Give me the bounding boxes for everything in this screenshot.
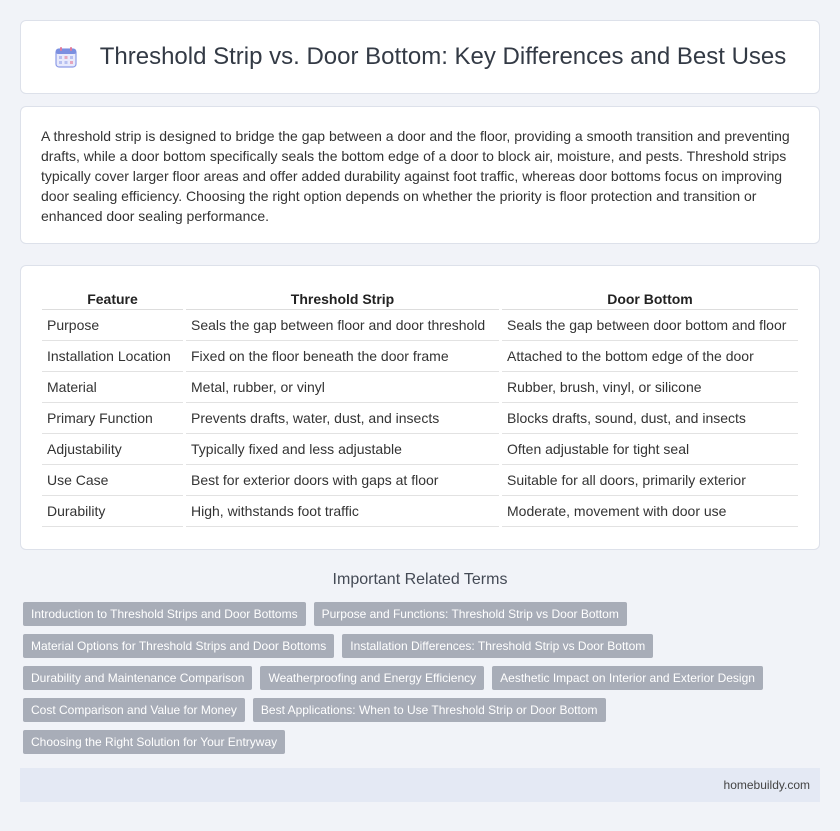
table-row xyxy=(42,341,798,372)
table-row xyxy=(42,372,798,403)
related-term-tag[interactable]: Choosing the Right Solution for Your Entryway xyxy=(23,730,285,754)
table-row xyxy=(42,434,798,465)
related-terms-list xyxy=(20,602,780,754)
header-threshold-strip: Threshold Strip xyxy=(186,288,499,310)
table-cell: Seals the gap between door bottom and floor xyxy=(502,310,798,341)
related-term-tag[interactable]: Weatherproofing and Energy Efficiency xyxy=(260,666,484,690)
page-header xyxy=(20,20,820,94)
table-cell: Best for exterior doors with gaps at floor xyxy=(186,465,499,496)
header-feature: Feature xyxy=(42,288,183,310)
related-term-tag[interactable]: Cost Comparison and Value for Money xyxy=(23,698,245,722)
table-cell: Suitable for all doors, primarily exterior xyxy=(502,465,798,496)
table-cell: Material xyxy=(42,372,183,403)
related-term-tag[interactable]: Durability and Maintenance Comparison xyxy=(23,666,252,690)
related-term-tag[interactable]: Installation Differences: Threshold Strip vs Door Bottom xyxy=(342,634,653,658)
table-cell: Blocks drafts, sound, dust, and insects xyxy=(502,403,798,434)
table-cell: Rubber, brush, vinyl, or silicone xyxy=(502,372,798,403)
table-row xyxy=(42,403,798,434)
comparison-table xyxy=(39,288,801,527)
table-cell: Prevents drafts, water, dust, and insects xyxy=(186,403,499,434)
table-cell: Primary Function xyxy=(42,403,183,434)
related-term-tag[interactable]: Aesthetic Impact on Interior and Exterior Design xyxy=(492,666,763,690)
table-cell: Typically fixed and less adjustable xyxy=(186,434,499,465)
related-term-tag[interactable]: Best Applications: When to Use Threshold Strip or Door Bottom xyxy=(253,698,606,722)
table-cell: High, withstands foot traffic xyxy=(186,496,499,527)
related-term-tag[interactable]: Purpose and Functions: Threshold Strip vs Door Bottom xyxy=(314,602,627,626)
related-term-tag[interactable]: Material Options for Threshold Strips and Door Bottoms xyxy=(23,634,334,658)
table-cell: Attached to the bottom edge of the door xyxy=(502,341,798,372)
table-cell: Adjustability xyxy=(42,434,183,465)
table-cell: Use Case xyxy=(42,465,183,496)
table-cell: Moderate, movement with door use xyxy=(502,496,798,527)
table-header-row xyxy=(42,288,798,310)
header-door-bottom: Door Bottom xyxy=(502,288,798,310)
table-row xyxy=(42,465,798,496)
footer-site-link[interactable]: homebuildy.com xyxy=(723,778,810,792)
intro-section xyxy=(20,106,820,244)
table-cell: Seals the gap between floor and door threshold xyxy=(186,310,499,341)
intro-text: A threshold strip is designed to bridge the gap between a door and the floor, providing a smooth transition and preventing drafts, while a door bottom specifically seals the bottom edge of a door to block air, moisture, and pests. Threshold strips typically cover larger floor areas and offer added durability against foot traffic, whereas door bottoms focus on improving door sealing efficiency. Choosing the right option depends on whether the priority is floor protection and transition or enhanced door sealing performance. xyxy=(41,128,790,224)
table-cell: Often adjustable for tight seal xyxy=(502,434,798,465)
related-terms-title: Important Related Terms xyxy=(332,571,508,588)
calendar-icon xyxy=(54,45,78,69)
table-cell: Metal, rubber, or vinyl xyxy=(186,372,499,403)
footer xyxy=(20,768,820,802)
related-term-tag[interactable]: Introduction to Threshold Strips and Door Bottoms xyxy=(23,602,306,626)
table-cell: Durability xyxy=(42,496,183,527)
table-cell: Fixed on the floor beneath the door frame xyxy=(186,341,499,372)
comparison-table-card xyxy=(20,265,820,550)
table-row xyxy=(42,310,798,341)
table-cell: Installation Location xyxy=(42,341,183,372)
table-row xyxy=(42,496,798,527)
page-title: Threshold Strip vs. Door Bottom: Key Differences and Best Uses xyxy=(99,43,787,70)
table-cell: Purpose xyxy=(42,310,183,341)
